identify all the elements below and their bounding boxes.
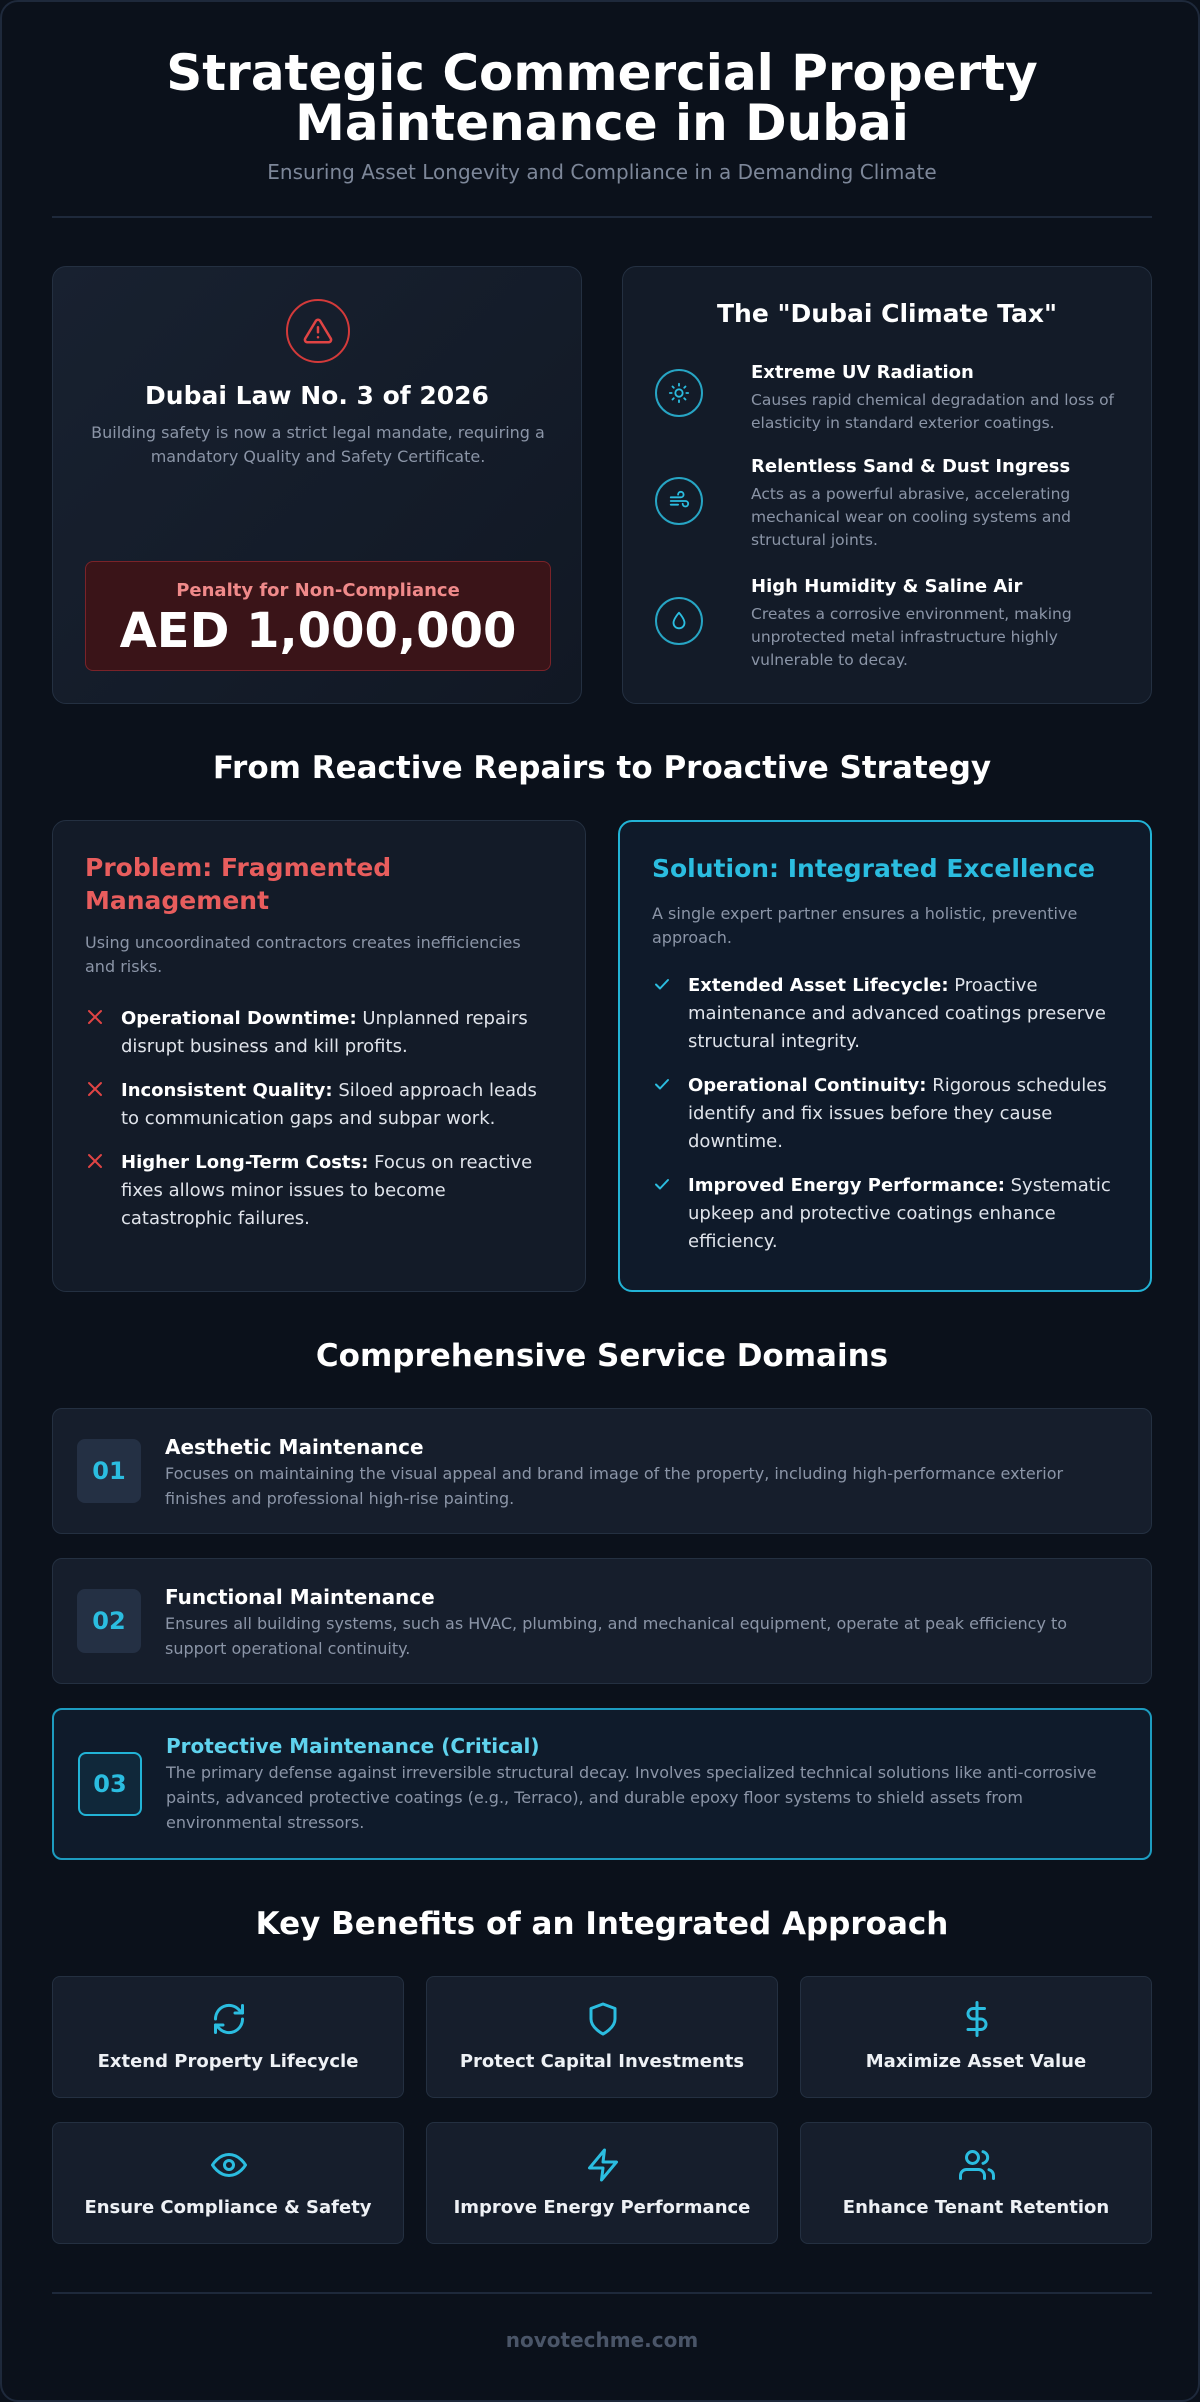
problem-item-text bbox=[121, 1077, 551, 1133]
benefit-label: Ensure Compliance & Safety bbox=[84, 2197, 372, 2218]
check-icon bbox=[652, 1074, 672, 1094]
shield-icon bbox=[585, 2001, 621, 2037]
climate-item-description: Acts as a powerful abrasive, accelerating mechanical wear on cooling systems and structural joints. bbox=[751, 485, 1071, 549]
climate-text bbox=[751, 455, 1135, 552]
problem-description: Using uncoordinated contractors creates inefficiencies and risks. bbox=[85, 933, 521, 976]
climate-card bbox=[622, 266, 1152, 704]
benefit-label: Extend Property Lifecycle bbox=[97, 2051, 359, 2072]
domain-card-functional bbox=[52, 1558, 1152, 1684]
page-header bbox=[2, 44, 1200, 184]
domain-number: 02 bbox=[77, 1589, 141, 1653]
problem-item-text bbox=[121, 1149, 551, 1233]
domain-number: 03 bbox=[78, 1752, 142, 1816]
domain-text bbox=[165, 1583, 1125, 1661]
item-bold: Operational Downtime: bbox=[121, 1008, 357, 1029]
benefit-label: Protect Capital Investments bbox=[459, 2051, 745, 2072]
item-text: Siloed approach leads to communication gaps and subpar work. bbox=[121, 1080, 537, 1129]
benefits-section-title: Key Benefits of an Integrated Approach bbox=[255, 1906, 949, 1942]
item-bold: Operational Continuity: bbox=[688, 1075, 927, 1096]
climate-text bbox=[751, 361, 1135, 435]
penalty-amount: AED 1,000,000 bbox=[119, 603, 517, 659]
solution-card bbox=[618, 820, 1152, 1292]
x-icon bbox=[85, 1151, 105, 1171]
benefit-card bbox=[426, 2122, 778, 2244]
users-icon bbox=[959, 2147, 995, 2183]
law-description: Building safety is now a strict legal mandate, requiring a mandatory Quality and Safety Certificate. bbox=[91, 423, 545, 466]
benefit-card bbox=[52, 1976, 404, 2098]
header-divider bbox=[52, 216, 1152, 218]
eye-icon bbox=[211, 2147, 247, 2183]
item-text: Rigorous schedules identify and fix issues before they cause downtime. bbox=[688, 1075, 1107, 1152]
benefit-card bbox=[800, 1976, 1152, 2098]
problem-item-text bbox=[121, 1005, 551, 1061]
climate-text bbox=[751, 575, 1135, 672]
domain-title: Functional Maintenance bbox=[165, 1585, 435, 1609]
x-icon bbox=[85, 1079, 105, 1099]
page-subtitle: Ensuring Asset Longevity and Compliance in a Demanding Climate bbox=[267, 160, 937, 184]
check-icon bbox=[652, 974, 672, 994]
problem-title: Problem: Fragmented Management bbox=[85, 853, 392, 915]
benefit-card bbox=[52, 2122, 404, 2244]
domain-text bbox=[165, 1433, 1125, 1511]
check-icon bbox=[652, 1174, 672, 1194]
climate-item-description: Creates a corrosive environment, making unprotected metal infrastructure highly vulnerable to decay. bbox=[751, 605, 1072, 669]
item-bold: Higher Long-Term Costs: bbox=[121, 1152, 369, 1173]
item-text: Proactive maintenance and advanced coatings preserve structural integrity. bbox=[688, 975, 1106, 1052]
solution-item-text bbox=[688, 1172, 1118, 1256]
domain-text bbox=[166, 1732, 1126, 1835]
benefit-label: Maximize Asset Value bbox=[865, 2051, 1087, 2072]
problem-card bbox=[52, 820, 586, 1292]
item-text: Focus on reactive fixes allows minor issues to become catastrophic failures. bbox=[121, 1152, 533, 1229]
footer-divider bbox=[52, 2292, 1152, 2294]
title-line-1: Strategic Commercial Property bbox=[166, 44, 1038, 102]
refresh-icon bbox=[211, 2001, 247, 2037]
penalty-label: Penalty for Non-Compliance bbox=[176, 580, 460, 601]
dollar-icon bbox=[959, 2001, 995, 2037]
law-card bbox=[52, 266, 582, 704]
domain-number: 01 bbox=[77, 1439, 141, 1503]
climate-title: The "Dubai Climate Tax" bbox=[717, 299, 1057, 328]
domain-description: The primary defense against irreversible structural decay. Involves specialized technical solutions like anti-corrosive paints, advanced protective coatings (e.g., Terraco), and durable epoxy floor systems to shield assets from environmental stressors. bbox=[166, 1763, 1097, 1832]
warning-triangle-icon bbox=[286, 299, 350, 363]
benefit-card bbox=[426, 1976, 778, 2098]
droplet-icon bbox=[655, 597, 703, 645]
solution-title: Solution: Integrated Excellence bbox=[652, 854, 1095, 883]
climate-item-description: Causes rapid chemical degradation and loss of elasticity in standard exterior coatings. bbox=[751, 391, 1115, 432]
strategy-section-title: From Reactive Repairs to Proactive Strategy bbox=[212, 750, 992, 786]
solution-item-text bbox=[688, 972, 1118, 1056]
law-title: Dubai Law No. 3 of 2026 bbox=[145, 381, 489, 410]
domain-title: Aesthetic Maintenance bbox=[165, 1435, 424, 1459]
domain-description: Ensures all building systems, such as HVAC, plumbing, and mechanical equipment, operate at peak efficiency to support operational continuity. bbox=[165, 1614, 1068, 1658]
sun-icon bbox=[655, 369, 703, 417]
benefit-label: Improve Energy Performance bbox=[453, 2197, 751, 2218]
penalty-box bbox=[85, 561, 551, 671]
domain-card-protective bbox=[52, 1708, 1152, 1860]
page-title bbox=[2, 44, 1200, 152]
item-bold: Inconsistent Quality: bbox=[121, 1080, 333, 1101]
climate-item-title: Relentless Sand & Dust Ingress bbox=[751, 456, 1071, 477]
climate-item-title: High Humidity & Saline Air bbox=[751, 576, 1023, 597]
item-bold: Extended Asset Lifecycle: bbox=[688, 975, 949, 996]
item-text: Unplanned repairs disrupt business and kill profits. bbox=[121, 1008, 528, 1057]
domains-section-title: Comprehensive Service Domains bbox=[315, 1338, 889, 1374]
benefit-label: Enhance Tenant Retention bbox=[842, 2197, 1110, 2218]
title-line-2: Maintenance in Dubai bbox=[295, 94, 909, 152]
domain-title: Protective Maintenance (Critical) bbox=[166, 1734, 540, 1758]
solution-description: A single expert partner ensures a holistic, preventive approach. bbox=[652, 904, 1078, 947]
lightning-icon bbox=[585, 2147, 621, 2183]
domain-card-aesthetic bbox=[52, 1408, 1152, 1534]
item-bold: Improved Energy Performance: bbox=[688, 1175, 1005, 1196]
wind-icon bbox=[655, 477, 703, 525]
domain-description: Focuses on maintaining the visual appeal and brand image of the property, including high-performance exterior finishes and professional high-rise painting. bbox=[165, 1464, 1064, 1508]
footer-link[interactable]: novotechme.com bbox=[505, 2328, 699, 2352]
item-text: Systematic upkeep and protective coatings enhance efficiency. bbox=[688, 1175, 1111, 1252]
benefit-card bbox=[800, 2122, 1152, 2244]
x-icon bbox=[85, 1007, 105, 1027]
solution-item-text bbox=[688, 1072, 1118, 1156]
climate-item-title: Extreme UV Radiation bbox=[751, 362, 974, 383]
